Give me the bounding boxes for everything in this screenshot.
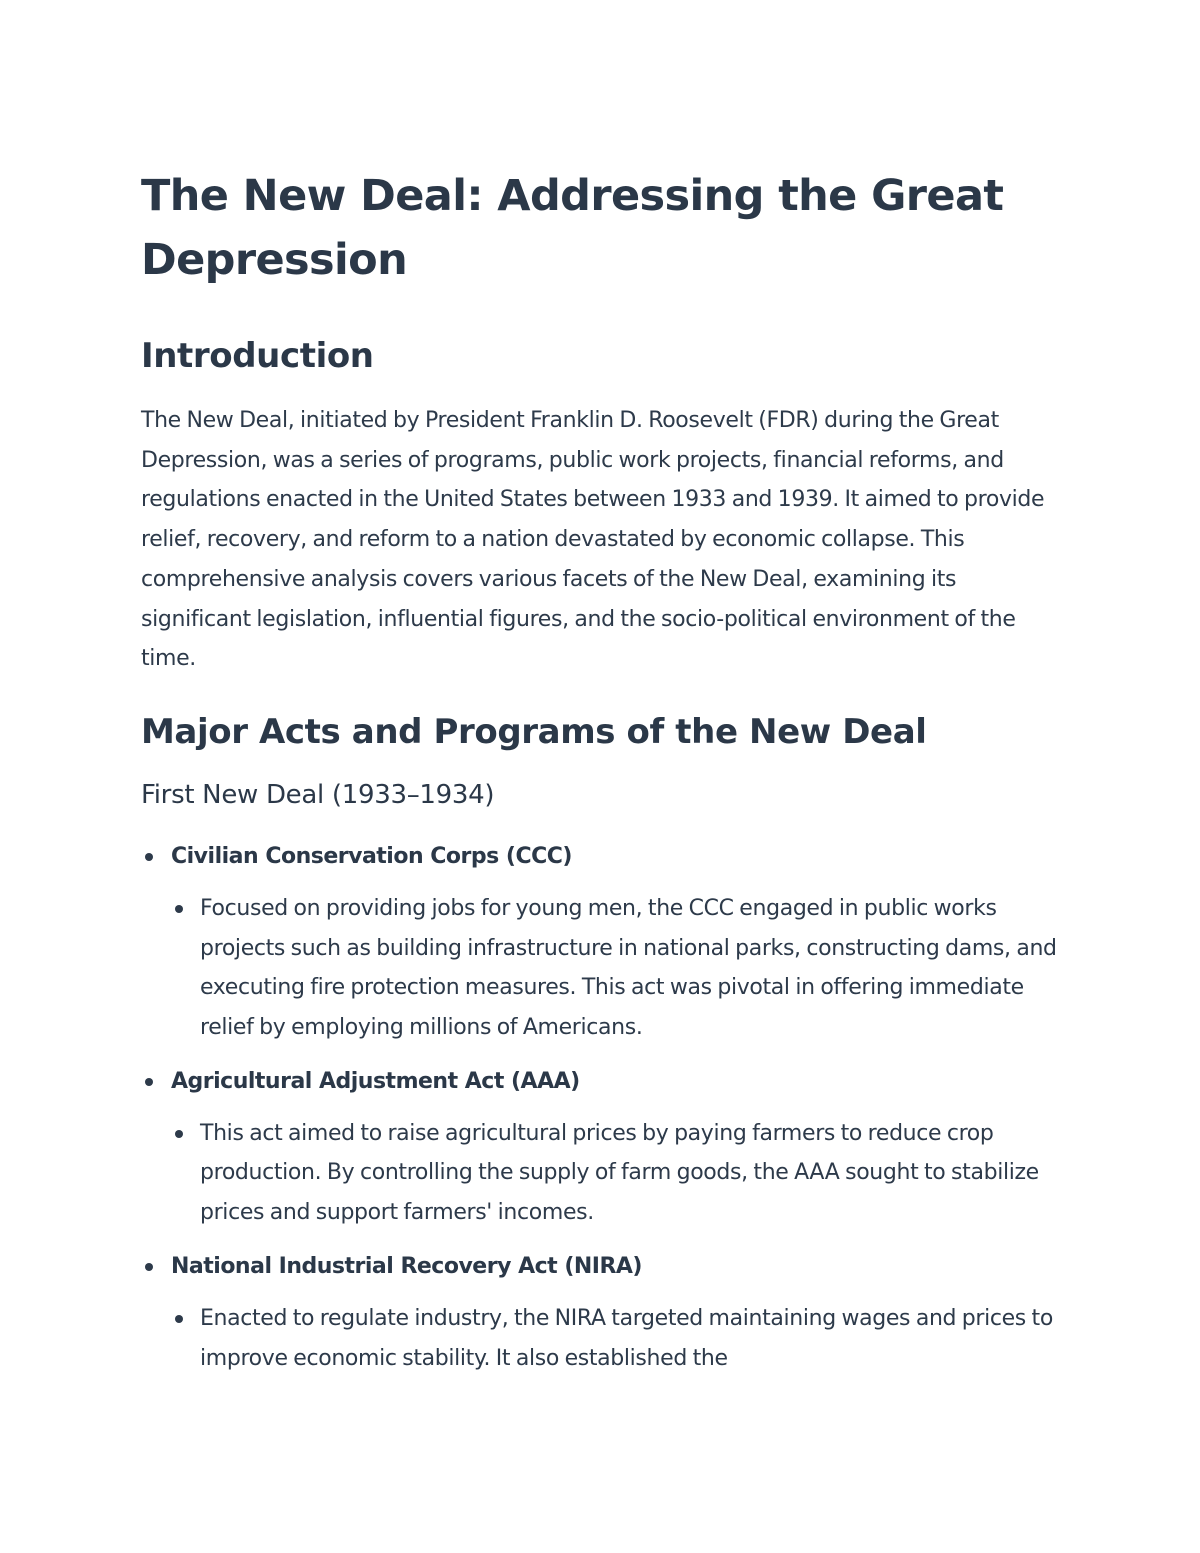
list-item-title: Civilian Conservation Corps (CCC) <box>171 843 572 869</box>
bullet-icon <box>145 853 153 861</box>
list-item-aaa <box>141 1062 1071 1233</box>
list-item-detail: Enacted to regulate industry, the NIRA targeted maintaining wages and prices to improve economic stability. It also established the <box>200 1305 1053 1371</box>
first-new-deal-subheading: First New Deal (1933–1934) <box>141 779 495 810</box>
bullet-icon <box>175 1315 183 1323</box>
list-item-detail: This act aimed to raise agricultural prices by paying farmers to reduce crop production. By controlling the supply of farm goods, the AAA sought to stabilize prices and support farmers' incomes. <box>200 1120 1039 1226</box>
list-item-title: National Industrial Recovery Act (NIRA) <box>171 1253 642 1279</box>
bullet-icon <box>175 905 183 913</box>
document-title: The New Deal: Addressing the Great Depression <box>141 171 1004 285</box>
list-item-nira <box>141 1247 1071 1378</box>
introduction-paragraph: The New Deal, initiated by President Franklin D. Roosevelt (FDR) during the Great Depression, was a series of programs, public work projects, financial reforms, and regulations enacted in the United States between 1933 and 1939. It aimed to provide relief, recovery, and reform to a nation devastated by economic collapse. This comprehensive analysis covers various facets of the New Deal, examining its significant legislation, influential figures, and the socio-political environment of the time. <box>141 408 1045 672</box>
major-acts-heading: Major Acts and Programs of the New Deal <box>141 711 927 752</box>
sub-list <box>171 1299 1071 1378</box>
bullet-icon <box>145 1263 153 1271</box>
introduction-heading: Introduction <box>141 336 374 376</box>
bullet-icon <box>145 1078 153 1086</box>
sub-list <box>171 1114 1071 1233</box>
sub-list-item <box>171 889 1071 1048</box>
list-item-ccc <box>141 837 1071 1048</box>
document-page <box>141 164 1071 1378</box>
acts-list <box>141 837 1071 1378</box>
sub-list-item <box>171 1299 1071 1378</box>
sub-list <box>171 889 1071 1048</box>
sub-list-item <box>171 1114 1071 1233</box>
list-item-detail: Focused on providing jobs for young men, the CCC engaged in public works projects such as building infrastructure in national parks, constructing dams, and executing fire protection measures. This act was pivotal in offering immediate relief by employing millions of Americans. <box>200 895 1057 1041</box>
bullet-icon <box>175 1130 183 1138</box>
list-item-title: Agricultural Adjustment Act (AAA) <box>171 1068 580 1094</box>
